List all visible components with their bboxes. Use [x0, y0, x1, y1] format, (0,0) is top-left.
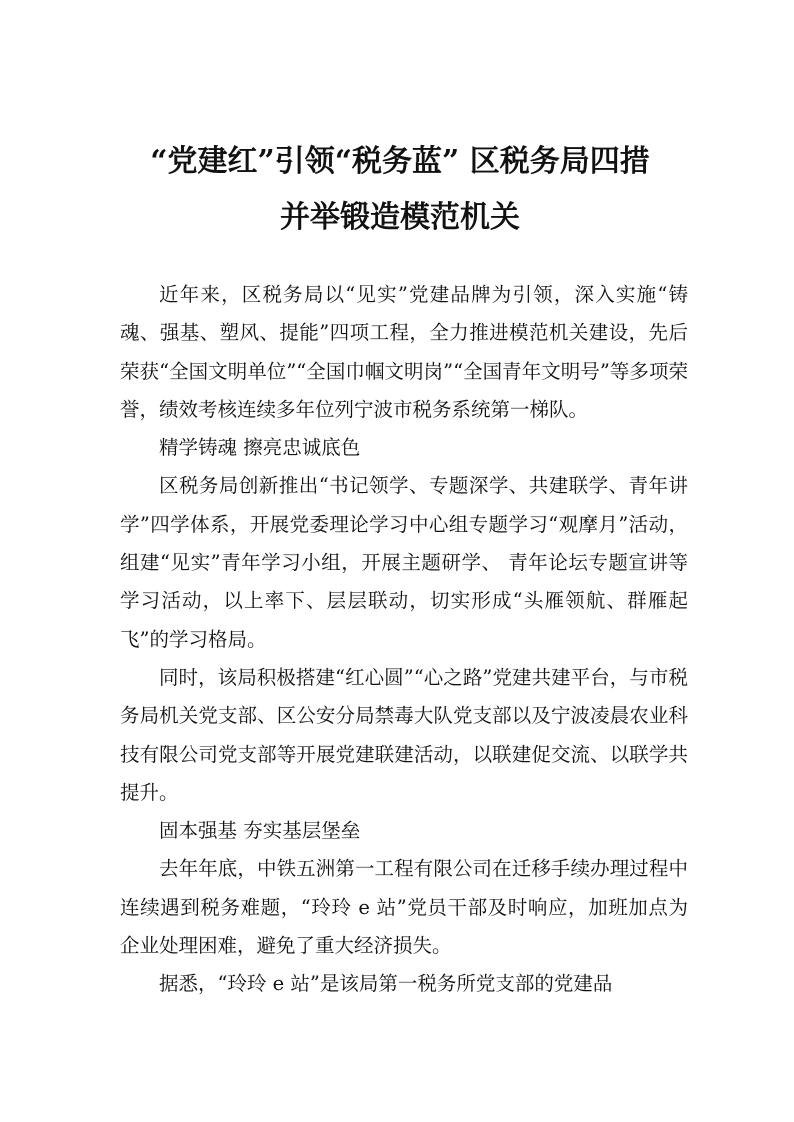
- paragraph-study-system: 区税务局创新推出“书记领学、专题深学、共建联学、青年讲学”四学体系，开展党委理论学习中心组专题学习“观摩月”活动，组建“见实”青年学习小组，开展主题研学、 青年论坛专题宣讲等学习活动，以上率下、层层联动，切实形成“头雁领航、群雁起飞”的学习格局。: [120, 474, 688, 651]
- paragraph-e-station: 据悉，“玲玲 e 站”是该局第一税务所党支部的党建品: [159, 972, 613, 996]
- document-title-line-1: “党建红”引领“税务蓝” 区税务局四措: [150, 144, 650, 179]
- paragraph-enterprise-case: 去年年底，中铁五洲第一工程有限公司在迁移手续办理过程中连续遇到税务难题，“玲玲 e 站”党员干部及时响应，加班加点为企业处理困难，避免了重大经济损失。: [120, 857, 688, 958]
- paragraph-intro: 近年来，区税务局以“见实”党建品牌为引领，深入实施“铸魂、强基、塑风、提能”四项工程，全力推进模范机关建设，先后荣获“全国文明单位”“全国巾帼文明岗”“全国青年文明号”等多项荣誉，绩效考核连续多年位列宁波市税务系统第一梯队。: [120, 283, 688, 421]
- paragraph-joint-building: 同时，该局积极搭建“红心圆”“心之路”党建共建平台，与市税务局机关党支部、区公安分局禁毒大队党支部以及宁波凌晨农业科技有限公司党支部等开展党建联建活动，以联建促交流、以联学共提升。: [120, 665, 688, 804]
- document-title-line-2: 并举锻造模范机关: [280, 200, 520, 235]
- document-body: [120, 276, 688, 1004]
- section-heading-foundation: 固本强基 夯实基层堡垒: [159, 819, 361, 843]
- section-heading-study: 精学铸魂 擦亮忠诚底色: [159, 436, 361, 460]
